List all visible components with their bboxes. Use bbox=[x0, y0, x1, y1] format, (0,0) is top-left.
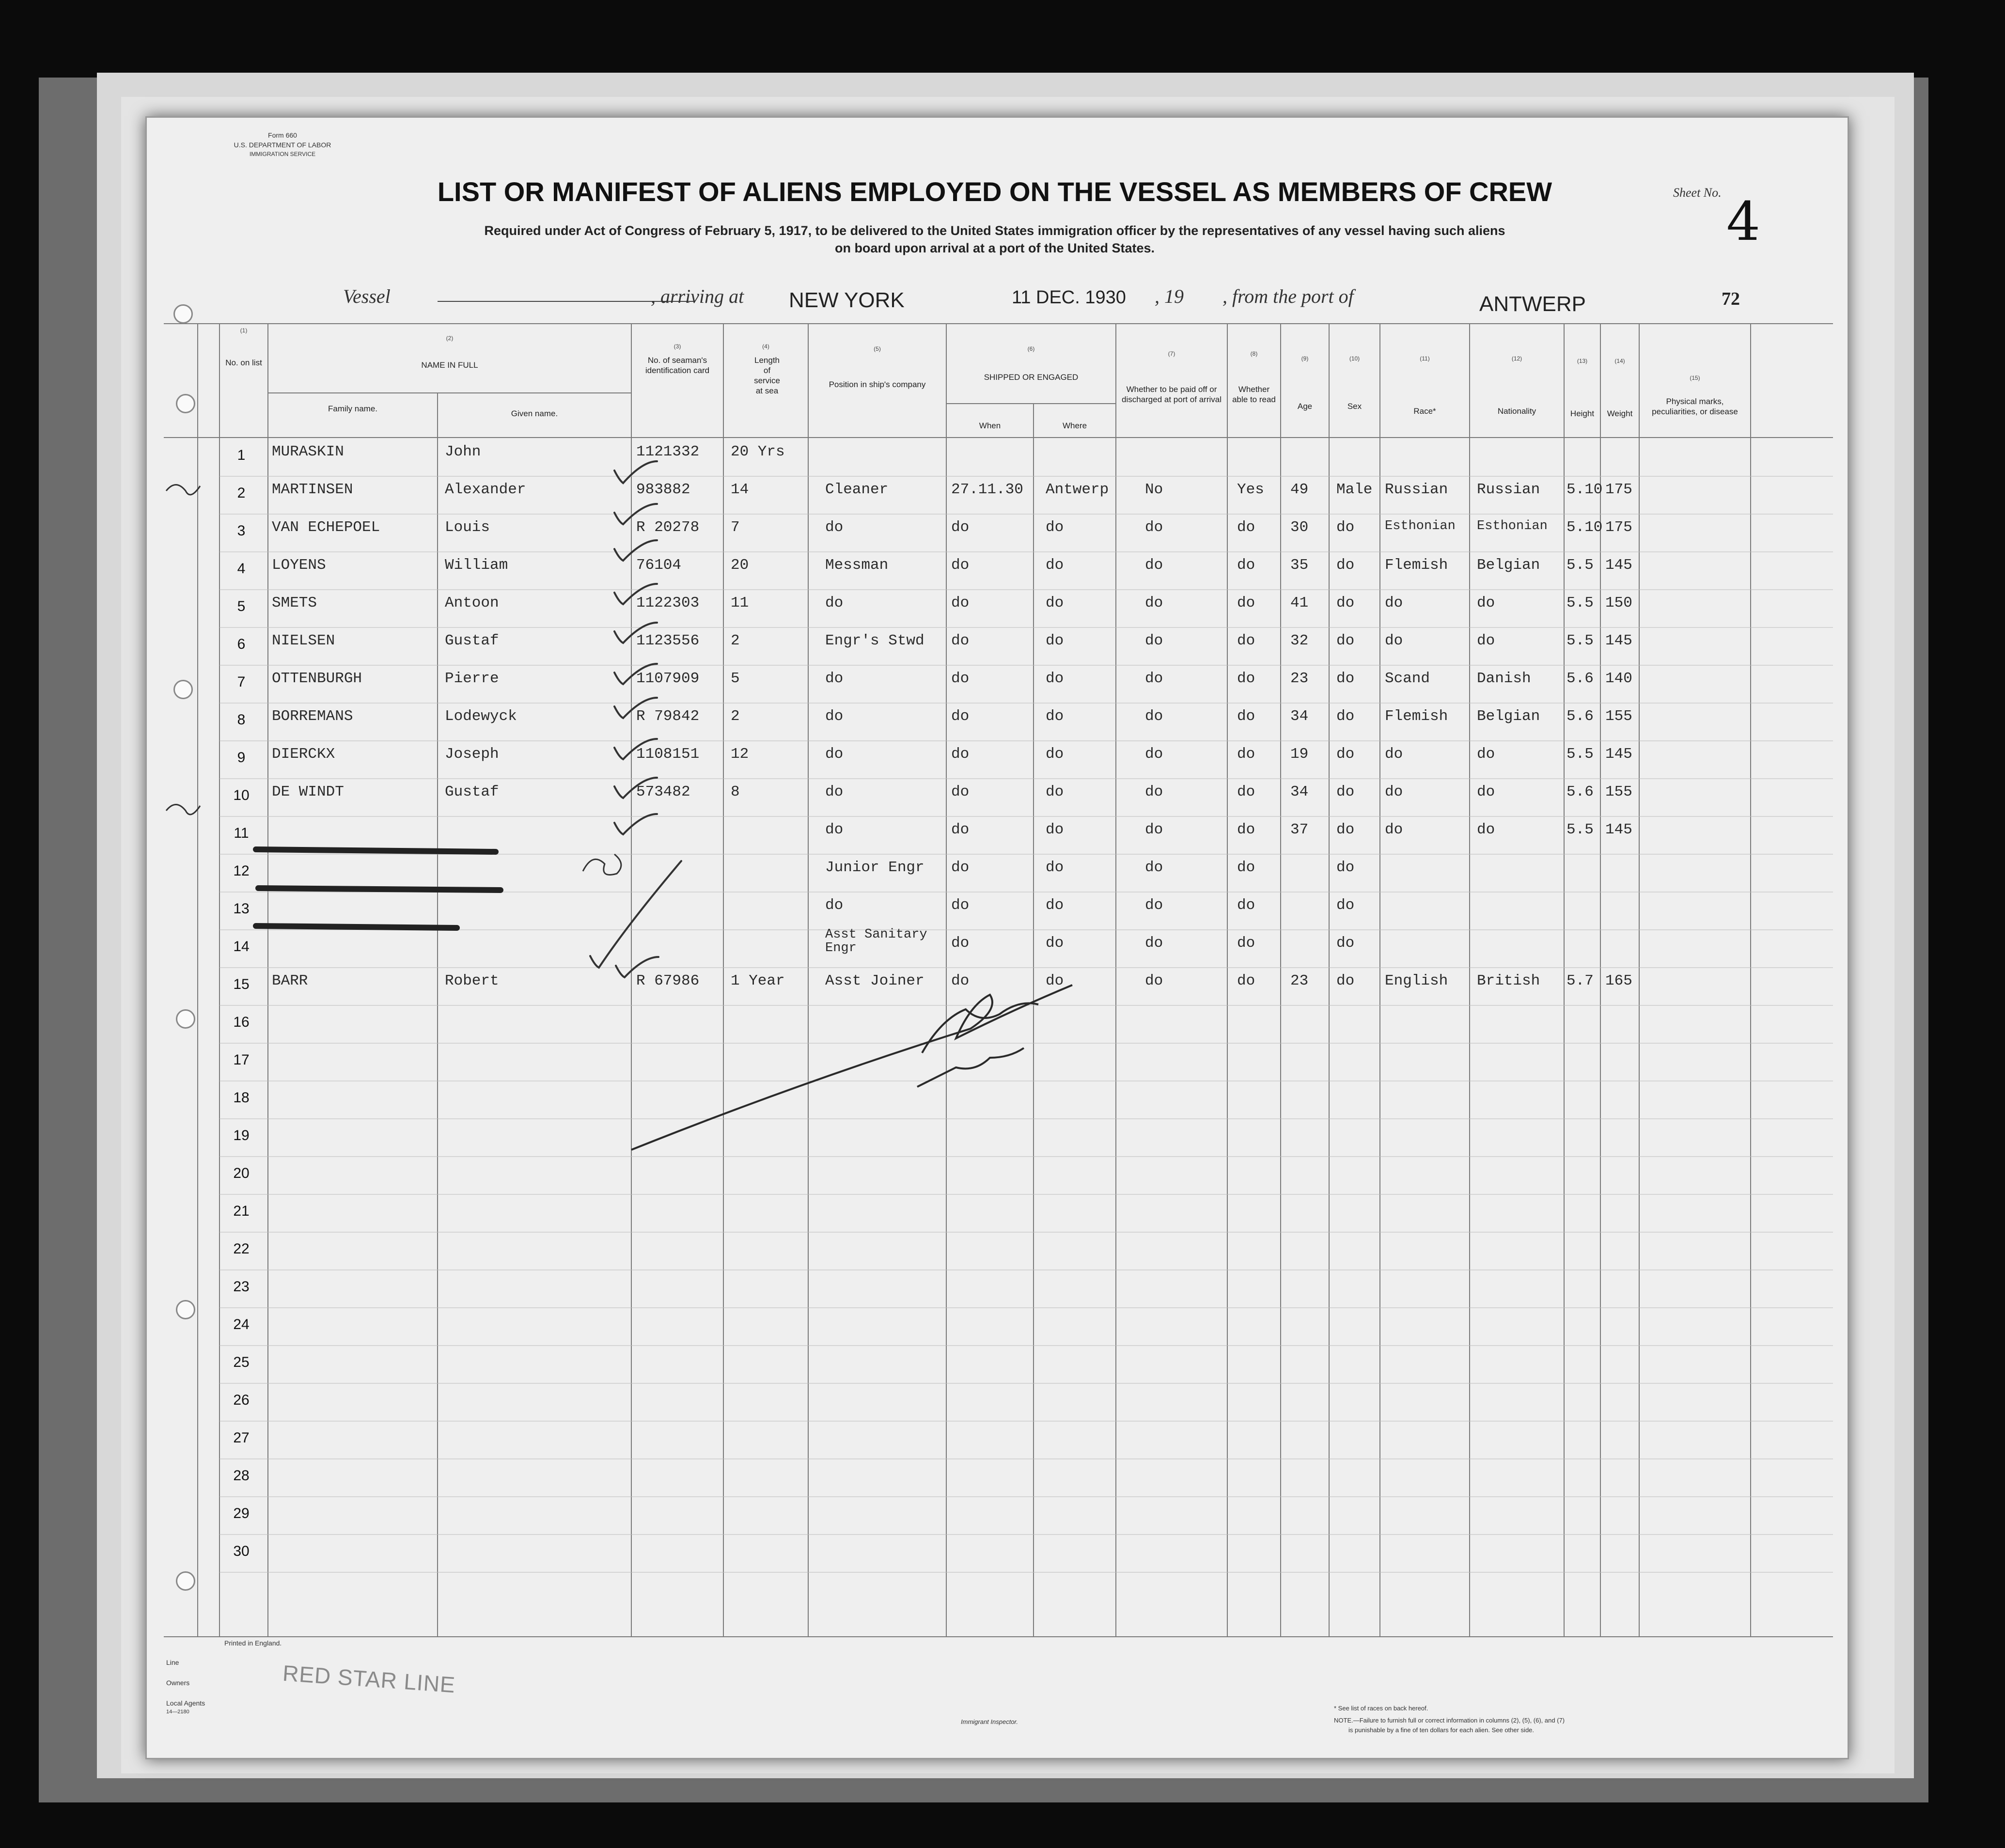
given-name-cell: Robert bbox=[445, 972, 499, 989]
age-cell: 23 bbox=[1290, 670, 1309, 687]
col6-header: SHIPPED OR ENGAGED bbox=[984, 373, 1079, 382]
weight-cell: 145 bbox=[1605, 557, 1632, 574]
col6-number: (6) bbox=[1027, 345, 1035, 352]
weight-cell: 140 bbox=[1605, 670, 1632, 687]
inspector-label: Immigrant Inspector. bbox=[961, 1718, 1018, 1725]
race-cell: Flemish bbox=[1385, 708, 1448, 725]
race-cell: Russian bbox=[1385, 481, 1448, 498]
able-to-read-cell: do bbox=[1237, 897, 1255, 914]
row-number: 28 bbox=[233, 1468, 250, 1484]
engaged-where-cell: do bbox=[1046, 972, 1064, 989]
race-cell: do bbox=[1385, 595, 1403, 611]
col11-header: Race* bbox=[1413, 407, 1436, 416]
engaged-where-cell: do bbox=[1046, 859, 1064, 876]
row-number: 4 bbox=[237, 561, 246, 577]
sex-cell: do bbox=[1336, 746, 1355, 763]
paid-off-cell: do bbox=[1145, 670, 1163, 687]
nationality-cell: British bbox=[1477, 972, 1540, 989]
row-number: 26 bbox=[233, 1392, 250, 1408]
id-card-number-cell: 1123556 bbox=[636, 632, 700, 649]
handwritten-marks bbox=[147, 118, 1848, 1758]
col10-header: Sex bbox=[1347, 402, 1362, 411]
given-name-cell: Lodewyck bbox=[445, 708, 517, 725]
department: U.S. DEPARTMENT OF LABOR bbox=[234, 141, 331, 149]
age-cell: 41 bbox=[1290, 595, 1309, 611]
able-to-read-cell: do bbox=[1237, 859, 1255, 876]
paid-off-cell: do bbox=[1145, 519, 1163, 536]
col1-number: (1) bbox=[240, 327, 248, 334]
engaged-where-cell: do bbox=[1046, 897, 1064, 914]
nationality-cell: Esthonian bbox=[1477, 519, 1548, 533]
arrival-date: 11 DEC. 1930 bbox=[1012, 287, 1126, 308]
position-cell: Engr's Stwd bbox=[825, 632, 924, 649]
height-cell: 5.10 bbox=[1566, 519, 1603, 536]
weight-cell: 155 bbox=[1605, 783, 1632, 800]
binder-hole bbox=[176, 1571, 195, 1591]
family-name-cell: BARR bbox=[272, 972, 308, 989]
service: IMMIGRATION SERVICE bbox=[249, 151, 316, 157]
col14-number: (14) bbox=[1614, 358, 1625, 364]
row-number: 27 bbox=[233, 1430, 250, 1446]
paid-off-cell: do bbox=[1145, 859, 1163, 876]
able-to-read-cell: do bbox=[1237, 632, 1255, 649]
row-number: 24 bbox=[233, 1316, 250, 1332]
subtitle-line2: on board upon arrival at a port of the United States. bbox=[834, 241, 1155, 255]
age-cell: 23 bbox=[1290, 972, 1309, 989]
id-card-number-cell: 1108151 bbox=[636, 746, 700, 763]
row-number: 7 bbox=[237, 674, 246, 690]
row-number: 1 bbox=[237, 447, 246, 463]
family-name-cell: VAN ECHEPOEL bbox=[272, 519, 380, 536]
engaged-where-cell: do bbox=[1046, 708, 1064, 725]
height-cell: 5.5 bbox=[1566, 821, 1594, 838]
position-cell: do bbox=[825, 783, 844, 800]
height-cell: 5.6 bbox=[1566, 670, 1594, 687]
nationality-cell: Russian bbox=[1477, 481, 1540, 498]
col12-header: Nationality bbox=[1497, 407, 1536, 416]
weight-cell: 145 bbox=[1605, 746, 1632, 763]
id-card-number-cell: 1122303 bbox=[636, 595, 700, 611]
binder-hole bbox=[176, 1009, 195, 1029]
col9-number: (9) bbox=[1301, 355, 1309, 362]
engaged-where-cell: do bbox=[1046, 821, 1064, 838]
able-to-read-cell: do bbox=[1237, 783, 1255, 800]
sex-cell: do bbox=[1336, 708, 1355, 725]
height-cell: 5.6 bbox=[1566, 783, 1594, 800]
family-name-cell: SMETS bbox=[272, 595, 317, 611]
paid-off-cell: do bbox=[1145, 746, 1163, 763]
races-note: * See list of races on back hereof. bbox=[1334, 1705, 1428, 1712]
age-cell: 34 bbox=[1290, 783, 1309, 800]
position-cell: Asst Sanitary Engr bbox=[825, 927, 927, 955]
paid-off-cell: do bbox=[1145, 632, 1163, 649]
weight-cell: 155 bbox=[1605, 708, 1632, 725]
height-cell: 5.5 bbox=[1566, 595, 1594, 611]
engaged-where-cell: do bbox=[1046, 670, 1064, 687]
given-name-cell: Gustaf bbox=[445, 632, 499, 649]
struck-out-lines bbox=[256, 849, 501, 928]
row-number: 9 bbox=[237, 750, 246, 766]
row-number: 29 bbox=[233, 1505, 250, 1521]
weight-cell: 165 bbox=[1605, 972, 1632, 989]
service-length-cell: 11 bbox=[731, 595, 749, 611]
given-name-cell: Joseph bbox=[445, 746, 499, 763]
engaged-when-cell: do bbox=[951, 783, 970, 800]
col3-number: (3) bbox=[674, 343, 681, 350]
sex-cell: do bbox=[1336, 859, 1355, 876]
weight-cell: 145 bbox=[1605, 632, 1632, 649]
given-name-cell: William bbox=[445, 557, 508, 574]
nationality-cell: do bbox=[1477, 632, 1495, 649]
fine-note-1: NOTE.—Failure to furnish full or correct information in columns (2), (5), (6), and (7) bbox=[1334, 1717, 1565, 1724]
race-cell: do bbox=[1385, 746, 1403, 763]
family-name-cell: BORREMANS bbox=[272, 708, 353, 725]
row-number: 16 bbox=[233, 1014, 250, 1030]
id-card-number-cell: 983882 bbox=[636, 481, 690, 498]
service-length-cell: 8 bbox=[731, 783, 740, 800]
engaged-when-cell: do bbox=[951, 708, 970, 725]
paid-off-cell: do bbox=[1145, 595, 1163, 611]
position-cell: do bbox=[825, 746, 844, 763]
position-cell: Junior Engr bbox=[825, 859, 924, 876]
row-number: 14 bbox=[233, 939, 250, 955]
given-name-cell: Gustaf bbox=[445, 783, 499, 800]
from-port-label: , from the port of bbox=[1222, 285, 1354, 307]
line-label: Line bbox=[166, 1659, 179, 1666]
id-card-number-cell: 1121332 bbox=[636, 443, 700, 460]
age-cell: 32 bbox=[1290, 632, 1309, 649]
weight-cell: 175 bbox=[1605, 519, 1632, 536]
weight-cell: 150 bbox=[1605, 595, 1632, 611]
row-number: 3 bbox=[237, 523, 246, 539]
engaged-when-cell: do bbox=[951, 746, 970, 763]
family-name-cell: NIELSEN bbox=[272, 632, 335, 649]
given-name-cell: Louis bbox=[445, 519, 490, 536]
paid-off-cell: do bbox=[1145, 935, 1163, 952]
nationality-cell: Danish bbox=[1477, 670, 1531, 687]
row-number: 18 bbox=[233, 1090, 250, 1106]
row-number: 6 bbox=[237, 636, 246, 652]
col13-number: (13) bbox=[1577, 358, 1588, 364]
engaged-when-cell: 27.11.30 bbox=[951, 481, 1023, 498]
given-name-cell: Pierre bbox=[445, 670, 499, 687]
printed-note: Printed in England. bbox=[224, 1639, 282, 1647]
service-length-cell: 12 bbox=[731, 746, 749, 763]
family-name-cell: DE WINDT bbox=[272, 783, 344, 800]
engaged-when-cell: do bbox=[951, 595, 970, 611]
sex-cell: do bbox=[1336, 595, 1355, 611]
age-cell: 34 bbox=[1290, 708, 1309, 725]
able-to-read-cell: do bbox=[1237, 972, 1255, 989]
engaged-where-cell: do bbox=[1046, 935, 1064, 952]
age-cell: 30 bbox=[1290, 519, 1309, 536]
service-length-cell: 20 Yrs bbox=[731, 443, 785, 460]
position-cell: Cleaner bbox=[825, 481, 889, 498]
row-number: 17 bbox=[233, 1052, 250, 1068]
nationality-cell: do bbox=[1477, 821, 1495, 838]
service-length-cell: 7 bbox=[731, 519, 740, 536]
engaged-where-cell: do bbox=[1046, 746, 1064, 763]
family-name-cell: MURASKIN bbox=[272, 443, 344, 460]
race-cell: do bbox=[1385, 632, 1403, 649]
col2-header: NAME IN FULL bbox=[421, 360, 478, 370]
able-to-read-cell: do bbox=[1237, 821, 1255, 838]
engaged-where-cell: do bbox=[1046, 632, 1064, 649]
row-number: 23 bbox=[233, 1279, 250, 1295]
nationality-cell: do bbox=[1477, 595, 1495, 611]
engaged-where-cell: do bbox=[1046, 783, 1064, 800]
family-name-cell: MARTINSEN bbox=[272, 481, 353, 498]
able-to-read-cell: do bbox=[1237, 670, 1255, 687]
col11-number: (11) bbox=[1420, 355, 1430, 362]
height-cell: 5.5 bbox=[1566, 557, 1594, 574]
race-cell: Scand bbox=[1385, 670, 1430, 687]
col7-header: Whether to be paid off or discharged at port of arrival bbox=[1122, 385, 1222, 404]
col8-number: (8) bbox=[1250, 350, 1258, 357]
col6-when-header: When bbox=[979, 421, 1001, 430]
paid-off-cell: do bbox=[1145, 557, 1163, 574]
sex-cell: do bbox=[1336, 972, 1355, 989]
col5-header: Position in ship's company bbox=[829, 380, 926, 389]
position-cell: Messman bbox=[825, 557, 889, 574]
row-number: 20 bbox=[233, 1165, 250, 1181]
col4-number: (4) bbox=[762, 343, 769, 350]
paid-off-cell: do bbox=[1145, 783, 1163, 800]
paid-off-cell: do bbox=[1145, 972, 1163, 989]
position-cell: do bbox=[825, 897, 844, 914]
sex-cell: do bbox=[1336, 632, 1355, 649]
paid-off-cell: do bbox=[1145, 821, 1163, 838]
race-cell: Flemish bbox=[1385, 557, 1448, 574]
family-name-cell: LOYENS bbox=[272, 557, 326, 574]
engaged-where-cell: do bbox=[1046, 595, 1064, 611]
height-cell: 5.5 bbox=[1566, 746, 1594, 763]
engaged-when-cell: do bbox=[951, 972, 970, 989]
col2-family-header: Family name. bbox=[328, 404, 378, 413]
id-card-number-cell: 1107909 bbox=[636, 670, 700, 687]
engaged-when-cell: do bbox=[951, 821, 970, 838]
arriving-port: NEW YORK bbox=[789, 288, 905, 312]
id-card-number-cell: R 67986 bbox=[636, 972, 700, 989]
engaged-when-cell: do bbox=[951, 670, 970, 687]
nationality-cell: Belgian bbox=[1477, 708, 1540, 725]
binder-hole bbox=[173, 304, 193, 324]
family-name-cell: DIERCKX bbox=[272, 746, 335, 763]
row-number: 21 bbox=[233, 1203, 250, 1219]
weight-cell: 175 bbox=[1605, 481, 1632, 498]
position-cell: do bbox=[825, 595, 844, 611]
col3-header: No. of seaman's identification card bbox=[645, 356, 710, 375]
race-cell: English bbox=[1385, 972, 1448, 989]
agents-label: Local Agents bbox=[166, 1699, 205, 1707]
id-card-number-cell: R 79842 bbox=[636, 708, 700, 725]
engaged-when-cell: do bbox=[951, 632, 970, 649]
given-name-cell: Antoon bbox=[445, 595, 499, 611]
age-cell: 19 bbox=[1290, 746, 1309, 763]
able-to-read-cell: Yes bbox=[1237, 481, 1264, 498]
year-label: , 19 bbox=[1155, 285, 1184, 307]
able-to-read-cell: do bbox=[1237, 519, 1255, 536]
col2-given-header: Given name. bbox=[511, 409, 558, 418]
row-number: 13 bbox=[233, 901, 250, 917]
height-cell: 5.7 bbox=[1566, 972, 1594, 989]
col15-number: (15) bbox=[1690, 375, 1700, 381]
able-to-read-cell: do bbox=[1237, 935, 1255, 952]
page-title: LIST OR MANIFEST OF ALIENS EMPLOYED ON THE VESSEL AS MEMBERS OF CREW bbox=[437, 176, 1552, 207]
row-number: 5 bbox=[237, 598, 246, 614]
position-cell: do bbox=[825, 708, 844, 725]
row-number: 22 bbox=[233, 1241, 250, 1257]
row-number: 2 bbox=[237, 485, 246, 501]
paid-off-cell: No bbox=[1145, 481, 1163, 498]
sex-cell: do bbox=[1336, 557, 1355, 574]
engaged-where-cell: Antwerp bbox=[1046, 481, 1109, 498]
given-name-cell: Alexander bbox=[445, 481, 526, 498]
col2-number: (2) bbox=[446, 335, 454, 342]
row-number: 12 bbox=[233, 863, 250, 879]
weight-cell: 145 bbox=[1605, 821, 1632, 838]
binder-hole bbox=[176, 1300, 195, 1319]
family-name-cell: OTTENBURGH bbox=[272, 670, 362, 687]
position-cell: do bbox=[825, 821, 844, 838]
sex-cell: do bbox=[1336, 897, 1355, 914]
page-code: 72 bbox=[1722, 289, 1740, 309]
race-cell: do bbox=[1385, 783, 1403, 800]
position-cell: do bbox=[825, 519, 844, 536]
binder-hole bbox=[176, 394, 195, 413]
vessel-label: Vessel bbox=[343, 285, 391, 307]
arriving-label: , arriving at bbox=[651, 285, 744, 307]
form-code: 14—2180 bbox=[166, 1709, 189, 1715]
col13-header: Height bbox=[1570, 409, 1595, 418]
id-card-number-cell: 573482 bbox=[636, 783, 690, 800]
race-cell: Esthonian bbox=[1385, 519, 1456, 533]
height-cell: 5.6 bbox=[1566, 708, 1594, 725]
row-number: 10 bbox=[233, 787, 250, 803]
paid-off-cell: do bbox=[1145, 708, 1163, 725]
paid-off-cell: do bbox=[1145, 897, 1163, 914]
able-to-read-cell: do bbox=[1237, 746, 1255, 763]
age-cell: 37 bbox=[1290, 821, 1309, 838]
from-port: ANTWERP bbox=[1479, 292, 1586, 316]
position-cell: do bbox=[825, 670, 844, 687]
row-number: 25 bbox=[233, 1354, 250, 1370]
col8-header: Whether able to read bbox=[1232, 385, 1276, 404]
check-marks bbox=[590, 461, 681, 977]
form-number: Form 660 bbox=[268, 131, 297, 139]
binder-hole bbox=[173, 680, 193, 699]
col6-where-header: Where bbox=[1062, 421, 1087, 430]
col14-header: Weight bbox=[1607, 409, 1633, 418]
col10-number: (10) bbox=[1349, 355, 1360, 362]
sex-cell: do bbox=[1336, 821, 1355, 838]
row-number: 11 bbox=[234, 825, 249, 841]
sex-cell: do bbox=[1336, 519, 1355, 536]
given-name-cell: John bbox=[445, 443, 481, 460]
col5-number: (5) bbox=[874, 345, 881, 352]
row-number: 19 bbox=[233, 1128, 250, 1143]
position-cell: Asst Joiner bbox=[825, 972, 924, 989]
nationality-cell: do bbox=[1477, 746, 1495, 763]
able-to-read-cell: do bbox=[1237, 557, 1255, 574]
sex-cell: Male bbox=[1336, 481, 1373, 498]
inspector-signature bbox=[631, 985, 1072, 1150]
col12-number: (12) bbox=[1511, 355, 1522, 362]
sex-cell: do bbox=[1336, 783, 1355, 800]
sheet-number: 4 bbox=[1726, 190, 1760, 252]
engaged-where-cell: do bbox=[1046, 519, 1064, 536]
col15-header: Physical marks, peculiarities, or disease bbox=[1652, 397, 1738, 416]
engaged-when-cell: do bbox=[951, 935, 970, 952]
col9-header: Age bbox=[1297, 402, 1313, 411]
engaged-where-cell: do bbox=[1046, 557, 1064, 574]
fine-note-2: is punishable by a fine of ten dollars for each alien. See other side. bbox=[1348, 1726, 1535, 1734]
col7-number: (7) bbox=[1168, 350, 1175, 357]
service-length-cell: 5 bbox=[731, 670, 740, 687]
id-card-number-cell: 76104 bbox=[636, 557, 682, 574]
subtitle-line1: Required under Act of Congress of February 5, 1917, to be delivered to the United States immigration officer by the representatives of any vessel having such aliens bbox=[484, 223, 1505, 238]
manifest-page bbox=[145, 116, 1849, 1759]
id-card-number-cell: R 20278 bbox=[636, 519, 700, 536]
row-number: 30 bbox=[233, 1543, 250, 1559]
age-cell: 49 bbox=[1290, 481, 1309, 498]
able-to-read-cell: do bbox=[1237, 595, 1255, 611]
height-cell: 5.5 bbox=[1566, 632, 1594, 649]
engaged-when-cell: do bbox=[951, 557, 970, 574]
engaged-when-cell: do bbox=[951, 897, 970, 914]
nationality-cell: Belgian bbox=[1477, 557, 1540, 574]
service-length-cell: 2 bbox=[731, 708, 740, 725]
sex-cell: do bbox=[1336, 670, 1355, 687]
red-star-line-stamp: RED STAR LINE bbox=[282, 1660, 456, 1698]
able-to-read-cell: do bbox=[1237, 708, 1255, 725]
col1-header: No. on list bbox=[225, 358, 262, 367]
service-length-cell: 20 bbox=[731, 557, 749, 574]
race-cell: do bbox=[1385, 821, 1403, 838]
col4-header: Length of service at sea bbox=[754, 356, 780, 395]
owners-label: Owners bbox=[166, 1679, 190, 1687]
margin-notes bbox=[166, 485, 621, 875]
height-cell: 5.10 bbox=[1566, 481, 1603, 498]
service-length-cell: 2 bbox=[731, 632, 740, 649]
engaged-when-cell: do bbox=[951, 519, 970, 536]
age-cell: 35 bbox=[1290, 557, 1309, 574]
row-number: 15 bbox=[233, 976, 250, 992]
service-length-cell: 14 bbox=[731, 481, 749, 498]
sex-cell: do bbox=[1336, 935, 1355, 952]
nationality-cell: do bbox=[1477, 783, 1495, 800]
sheet-label: Sheet No. bbox=[1673, 186, 1722, 200]
service-length-cell: 1 Year bbox=[731, 972, 785, 989]
row-number: 8 bbox=[237, 712, 246, 728]
engaged-when-cell: do bbox=[951, 859, 970, 876]
